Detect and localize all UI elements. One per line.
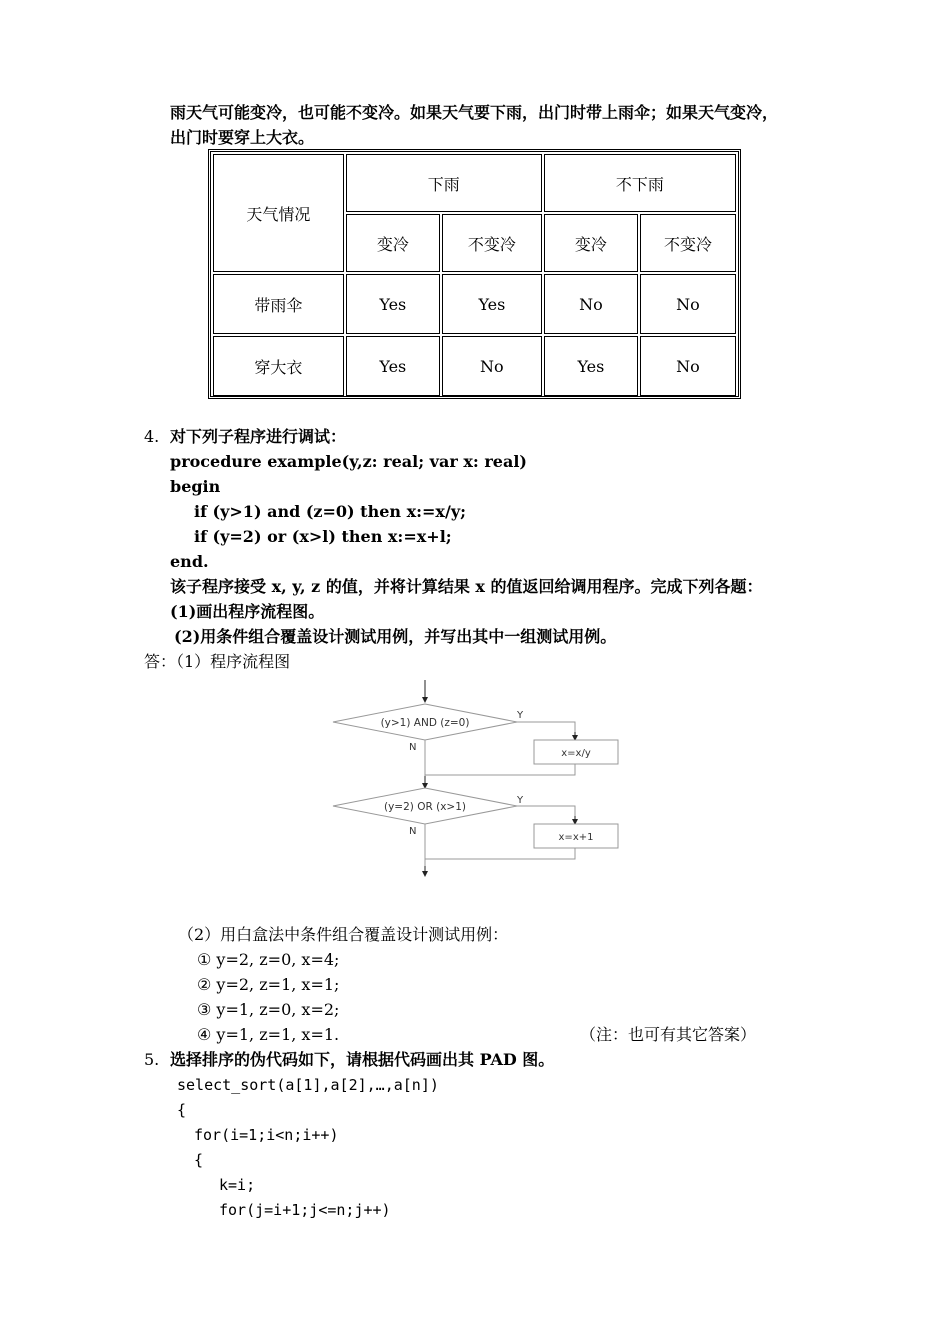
q5-code-line: k=i; [219, 1176, 256, 1194]
table-subheader: 不变冷 [640, 214, 736, 272]
q4-description: 该子程序接受 x, y, z 的值，并将计算结果 x 的值返回给调用程序。完成下列各题： [170, 577, 763, 596]
table-subheader: 变冷 [346, 214, 440, 272]
condition-2-label: (y=2) OR (x>1) [383, 801, 467, 813]
q5-number: 5. [144, 1050, 160, 1069]
table-row-label: 穿大衣 [213, 336, 344, 396]
table-row-label: 带雨伞 [213, 274, 344, 334]
table-cell: Yes [544, 336, 638, 396]
q5-code-line: { [194, 1151, 204, 1169]
yes-label-1: Y [517, 710, 524, 721]
answer-note: （注：也可有其它答案） [580, 1025, 757, 1044]
no-label-1: N [409, 742, 417, 753]
q4-code-line: procedure example(y,z: real; var x: real) [170, 452, 527, 471]
intro-line-2: 出门时要穿上大衣。 [170, 128, 315, 147]
table-subheader: 变冷 [544, 214, 638, 272]
table-cell: No [640, 274, 736, 334]
table-cell: No [442, 336, 542, 396]
yes-label-2: Y [517, 795, 524, 806]
table-cell: Yes [442, 274, 542, 334]
q4-title: 对下列子程序进行调试： [170, 427, 347, 446]
table-group-no-rain: 不下雨 [544, 154, 736, 212]
program-flowchart [325, 678, 635, 888]
q5-code-line: for(j=i+1;j<=n;j++) [219, 1201, 391, 1219]
weather-decision-table [208, 149, 741, 399]
q4-code-line: if (y>1) and (z=0) then x:=x/y; [194, 502, 467, 521]
test-case: ③ y=1, z=0, x=2; [197, 1000, 340, 1019]
part2-heading: （2）用白盒法中条件组合覆盖设计测试用例： [178, 925, 509, 944]
table-subheader: 不变冷 [442, 214, 542, 272]
condition-1-label: (y>1) AND (z=0) [380, 717, 470, 729]
q5-code-line: for(i=1;i<n;i++) [194, 1126, 339, 1144]
q4-code-line: begin [170, 477, 221, 496]
yes-branch-2 [517, 806, 575, 820]
table-group-rain: 下雨 [346, 154, 542, 212]
table-cell: No [640, 336, 736, 396]
answer-heading: 答：（1）程序流程图 [144, 652, 291, 671]
q4-task-2: (2)用条件组合覆盖设计测试用例，并写出其中一组测试用例。 [174, 627, 617, 646]
q5-code-line: select_sort(a[1],a[2],…,a[n]) [177, 1076, 439, 1094]
table-row [213, 274, 736, 334]
q5-title: 选择排序的伪代码如下，请根据代码画出其 PAD 图。 [170, 1050, 555, 1069]
table-row [213, 336, 736, 396]
table-cell: Yes [346, 336, 440, 396]
table-cell: Yes [346, 274, 440, 334]
intro-line-1: 雨天气可能变冷，也可能不变冷。如果天气要下雨，出门时带上雨伞；如果天气变冷， [170, 103, 779, 122]
q4-task-1: (1)画出程序流程图。 [170, 602, 325, 621]
q5-code-line: { [177, 1101, 187, 1119]
action-2-label: x=x+1 [558, 832, 594, 843]
test-case: ④ y=1, z=1, x=1. [197, 1025, 340, 1044]
q4-number: 4. [144, 427, 160, 446]
yes-branch-1 [517, 722, 575, 736]
q4-code-line: if (y=2) or (x>l) then x:=x+l; [194, 527, 452, 546]
q4-code-line: end. [170, 552, 209, 571]
action-1-label: x=x/y [561, 748, 591, 759]
table-cell: No [544, 274, 638, 334]
test-case: ② y=2, z=1, x=1; [197, 975, 340, 994]
table-corner-cell: 天气情况 [213, 154, 344, 272]
no-label-2: N [409, 826, 417, 837]
test-case: ① y=2, z=0, x=4; [197, 950, 340, 969]
